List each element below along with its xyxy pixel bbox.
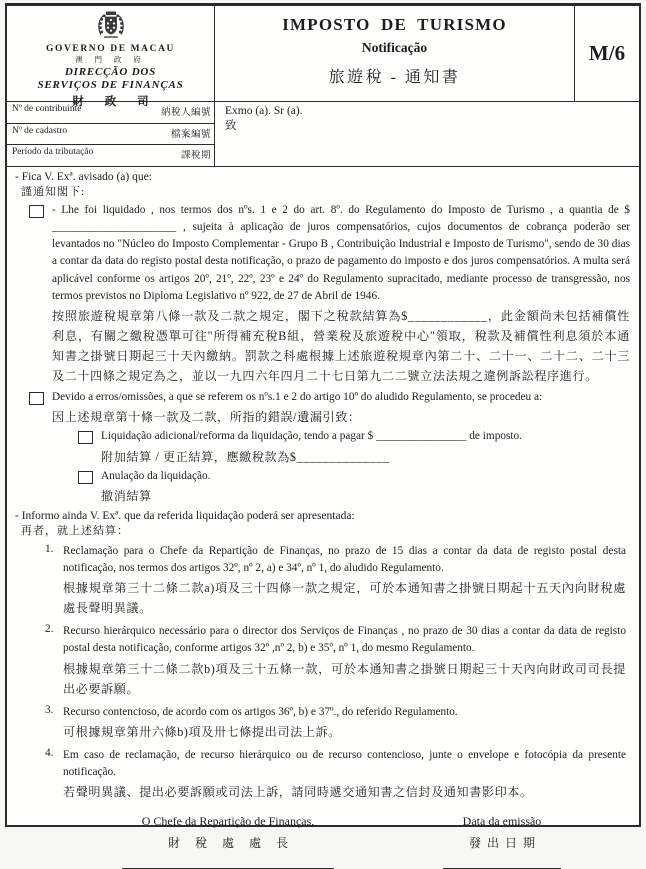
item-paragraph: Em caso de reclamação, de recurso hierárquico ou de recurso contencioso, junte o envelope e fotocópia da presente notificação. [63,748,626,779]
field-cadastro-label-zh: 檔案編號 [170,129,211,140]
addressee-block [215,102,639,166]
item-number: 4. [45,746,54,759]
intro-line-zh: 謹通知閣下: [21,186,86,198]
field-periodo-label-zh: 課稅期 [180,151,211,162]
list-item [45,623,630,698]
item-text [63,704,630,742]
form-code: M/6 [588,41,626,65]
government-name-zh: 澳 門 政 府 [75,55,146,64]
addressee-label: Exmo (a). Sr (a). [225,105,303,117]
item-number: 3. [45,703,54,716]
field-periodo-label: Período da tributação [12,147,94,158]
anulacao-row [78,468,630,485]
remedies-list [15,543,630,802]
notice-body [7,167,639,869]
item-paragraph-zh: 根據規章第三十二條二款b)項及三十五條一款，可於本通知書之掛號日期起三十天內向財政司司長提出必要訴願。 [63,661,626,696]
macau-coat-of-arms-icon [94,9,128,43]
taxpayer-fields [7,102,215,166]
liquidado-paragraph-zh: 按照旅遊稅規章第八條一款及二款之規定，閣下之稅款結算為$____________，此金額尚未包括補償性利息，有關之繳稅憑單可往"所得補充稅B組，營業稅及旅遊稅中心"領取，稅款及補償性利息須於本通知書之掛號日期起三十天內繳納。罰款之科處根據上述旅遊稅規章內第二十、二十一、二十二、二十三及二十四條之規定為之，並以一九四六年四月二十七日第九二二號立法法規之違例訴訟程序進行。 [52,308,630,384]
item-number: 1. [45,542,54,555]
field-cadastro-label: Nº de cadastro [12,125,68,136]
inform-line: - Informo ainda V. Exª. que da referida liquidação poderá ser apresentada: [15,509,355,522]
header-fields [7,102,639,167]
department-name [7,66,214,91]
item-number: 2. [45,623,54,636]
document-title: IMPOSTO DE TURISMO [282,15,507,34]
liquidado-text [52,202,630,386]
liquidacao-adicional-label-zh: 附加結算 / 更正結算，應繳稅款為$______________ [101,449,390,464]
field-cadastro [7,124,214,146]
department-name-line2: SERVIÇOS DE FINANÇAS [37,78,184,91]
issue-date-label-zh: 發出日期 [468,836,541,851]
issue-date-label: Data da emissão [462,814,542,829]
title-block [215,6,575,101]
inform-line-zh: 再者，就上述結算： [21,524,129,537]
checkbox-anulacao[interactable] [78,471,93,484]
liquidado-paragraph: - Lhe foi liquidado , nos termos dos nºs. 1 e 2 do art. 8º. do Regulamento do Imposto de Turismo , a quantia de $ ______________________ , sujeita à aplicação de juros compensatórios, cujos documentos de cobrança poderão ser levantados no "Núcleo do Imposto Complementar - Grupo B , Contribuição Industrial e Imposto de Turismo", sendo de 30 dias a contar da data do registo postal desta notificação, o prazo de pagamento do imposto e dos juros compensatórios. A multa será aplicável conforme os artigos 20º, 21º, 22º, 23º e 24º do Regulamento supracitado, mediante processo de transgressão, nos termos previstos no Diploma Legislativo nº 922, de 27 de Abril de 1946. [52,204,630,302]
erros-paragraph: Devido a erros/omissões, a que se referem os nºs.1 e 2 do artigo 10º do aludido Regulamento, se procedeu a: [52,391,543,404]
department-name-line1: DIRECÇÃO DOS [64,66,157,78]
erros-paragraph-zh: 因上述規章第十條一款及二款，所指的錯誤/遺漏引致： [52,410,361,425]
item-text [63,543,630,618]
list-item [45,747,630,802]
liquidado-section [15,202,630,386]
liquidacao-adicional-row [78,428,630,445]
item-text [63,623,630,698]
field-periodo [7,145,214,166]
list-item [45,704,630,742]
anulacao-label: Anulação da liquidação. [101,469,211,482]
list-item [45,543,630,618]
item-paragraph-zh: 若聲明異議、提出必要訴願或司法上訴，請同時遞交通知書之信封及通知書影印本。 [63,785,533,800]
notification-form [5,3,641,851]
anulacao-label-zh: 撤消結算 [101,488,152,503]
signer-title: O Chefe da Repartição de Finanças, [141,814,315,829]
liquidacao-adicional-label: Liquidação adicional/reforma da liquidação, tendo a pagar $ ________________ de imposto. [101,430,523,443]
signer-title-zh: 財 稅 處 處 長 [167,836,294,851]
field-contribuinte-label: Nº de contribuinte [12,104,82,114]
item-paragraph-zh: 根據規章第三十二條二款a)項及三十四條一款之規定，可於本通知書之掛號日期起十五天內向財稅處處長聲明異議。 [63,581,626,616]
checkbox-liquidado[interactable] [29,205,44,218]
item-text [63,747,630,802]
signature-area [15,814,630,869]
addressee-label-zh: 致 [225,119,237,132]
checkbox-erros-omissoes[interactable] [29,392,44,405]
item-paragraph: Reclamação para o Chefe da Repartição de Finanças, no prazo de 15 dias a contar da data de registo postal desta notificação, nos termos dos artigos 32º, nº 2, a) e 34º, nº 1, do aludido Regulamento. [63,544,626,574]
item-paragraph-zh: 可根據規章第卅六條b)項及卅七條提出司法上訴。 [63,724,341,739]
department-name-zh: 財 政 司 [72,96,158,109]
issue-date-block [432,814,572,869]
field-contribuinte-label-zh: 納稅人編號 [160,108,211,118]
field-contribuinte [7,102,214,124]
checkbox-liquidacao-adicional[interactable] [78,431,93,444]
inform-section [15,510,630,538]
intro-line: - Fica V. Exª. avisado (a) que: [15,171,152,183]
government-name: GOVERNO DE MACAU [45,44,176,54]
item-paragraph: Recurso contencioso, de acordo com os artigos 36º, b) e 37º., do referido Regulamento. [63,705,458,718]
signer-block [103,814,353,869]
document-title-zh: 旅遊稅 - 通知書 [328,69,461,86]
erros-text [52,389,630,506]
item-paragraph: Recurso hierárquico necessário para o director dos Serviços de Finanças , no prazo de 30 dias a contar da data de registo postal desta notificação, conforme artigos 32º ,nº 2, b) e 35º, nº 1, do mesmo Regulamento. [63,625,626,655]
document-subtitle: Notificação [361,40,428,55]
erros-section [15,389,630,506]
